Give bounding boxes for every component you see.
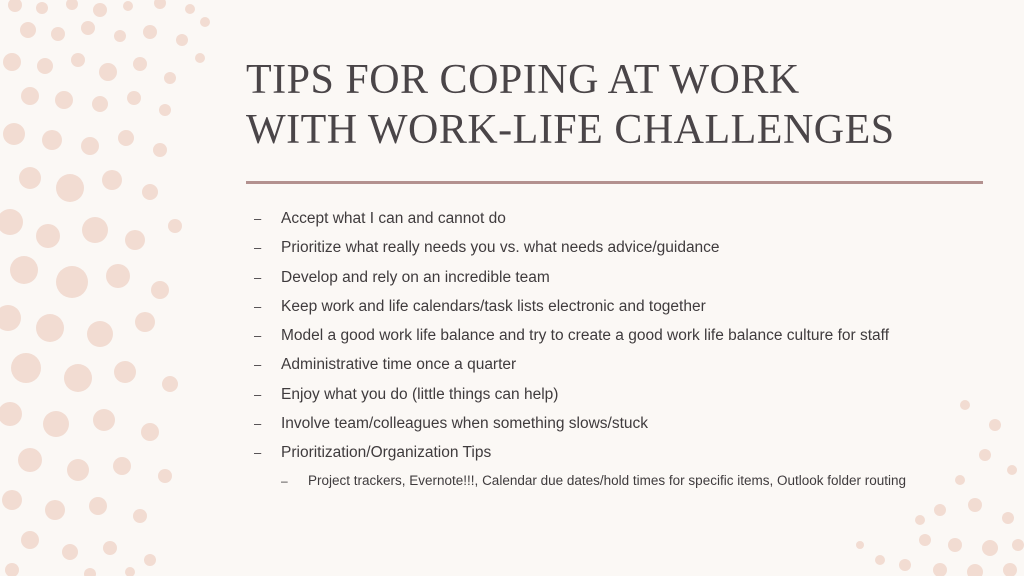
decorative-dot <box>123 1 133 11</box>
decorative-dot <box>55 91 73 109</box>
decorative-dot <box>142 184 158 200</box>
bullet-dash: – <box>254 240 262 256</box>
decorative-dot <box>919 534 931 546</box>
decorative-dot <box>158 469 172 483</box>
decorative-dot <box>36 224 60 248</box>
title-divider <box>246 181 983 184</box>
decorative-dot <box>21 531 39 549</box>
decorative-dot <box>856 541 864 549</box>
decorative-dot <box>133 57 147 71</box>
decorative-dot <box>56 174 84 202</box>
bullet-item <box>254 350 1014 379</box>
decorative-dot <box>3 53 21 71</box>
decorative-dot <box>143 25 157 39</box>
decorative-dot <box>159 104 171 116</box>
bullet-item <box>254 409 1014 438</box>
decorative-dot <box>87 321 113 347</box>
decorative-dot <box>141 423 159 441</box>
decorative-dot <box>144 554 156 566</box>
decorative-dot <box>11 353 41 383</box>
bullet-text: Keep work and life calendars/task lists electronic and together <box>281 297 706 315</box>
decorative-dot <box>133 509 147 523</box>
decorative-dot <box>18 448 42 472</box>
decorative-dot <box>106 264 130 288</box>
bullet-text: Administrative time once a quarter <box>281 356 517 374</box>
bullet-text: Prioritize what really needs you vs. what needs advice/guidance <box>281 239 720 257</box>
decorative-dot <box>103 541 117 555</box>
decorative-dot <box>125 230 145 250</box>
decorative-dot <box>64 364 92 392</box>
decorative-dot <box>43 411 69 437</box>
decorative-dot <box>153 143 167 157</box>
decorative-dot <box>37 58 53 74</box>
decorative-dot <box>168 219 182 233</box>
sub-bullet-dash: – <box>281 473 288 488</box>
bullet-text: Model a good work life balance and try to create a good work life balance culture for staff <box>281 327 890 345</box>
decorative-dot <box>67 459 89 481</box>
slide-title <box>246 55 1006 155</box>
decorative-dot <box>200 17 210 27</box>
bullet-dash: – <box>254 211 262 226</box>
decorative-dot <box>135 312 155 332</box>
decorative-dot <box>151 281 169 299</box>
decorative-dot <box>1002 512 1014 524</box>
decorative-dot <box>81 21 95 35</box>
decorative-dot <box>127 91 141 105</box>
decorative-dot <box>176 34 188 46</box>
decorative-dot <box>102 170 122 190</box>
bullet-dash: – <box>254 416 262 432</box>
decorative-dot <box>114 30 126 42</box>
bullet-dash: – <box>254 357 262 373</box>
decorative-dot <box>1003 563 1017 576</box>
bullet-text: Involve team/colleagues when something slows/stuck <box>281 415 649 433</box>
decorative-dot <box>1012 539 1024 551</box>
decorative-dot <box>51 27 65 41</box>
decorative-dot <box>56 266 88 298</box>
bullet-text: Develop and rely on an incredible team <box>281 268 550 286</box>
decorative-dot <box>915 515 925 525</box>
decorative-dot <box>185 4 195 14</box>
decorative-dot <box>0 305 21 331</box>
decorative-dot <box>93 409 115 431</box>
bullet-dash: – <box>254 328 262 344</box>
decorative-dot <box>967 564 983 576</box>
decorative-dot <box>89 497 107 515</box>
decorative-dot <box>933 563 947 576</box>
decorative-dot <box>82 217 108 243</box>
decorative-dot <box>81 137 99 155</box>
decorative-dot <box>36 2 48 14</box>
decorative-dot <box>125 567 135 576</box>
decorative-dot <box>10 256 38 284</box>
decorative-dot <box>2 490 22 510</box>
decorative-dot <box>164 72 176 84</box>
decorative-dot <box>36 314 64 342</box>
decorative-dot <box>3 123 25 145</box>
bullet-item <box>254 438 1014 467</box>
sub-bullet-text: Project trackers, Evernote!!!, Calendar due dates/hold times for specific items, Outlook folder routing <box>308 472 907 488</box>
bullet-dash: – <box>254 269 262 285</box>
decorative-dot <box>92 96 108 112</box>
decorative-dot <box>118 130 134 146</box>
decorative-dot <box>84 568 96 576</box>
slide-title-line-1: TIPS FOR COPING AT WORK <box>246 57 800 103</box>
bullet-text: Accept what I can and cannot do <box>281 210 506 227</box>
bullet-item <box>254 292 1014 321</box>
decorative-dot <box>21 87 39 105</box>
bullet-item <box>254 263 1014 292</box>
decorative-dot <box>113 457 131 475</box>
decorative-dot <box>45 500 65 520</box>
decorative-dot <box>154 0 166 9</box>
bullet-dash: – <box>254 298 262 314</box>
bullet-text: Prioritization/Organization Tips <box>281 444 492 462</box>
bullet-text: Enjoy what you do (little things can help) <box>281 385 559 403</box>
bullet-dash: – <box>254 445 262 461</box>
slide-title-line-2: WITH WORK-LIFE CHALLENGES <box>246 107 895 153</box>
decorative-dot <box>934 504 946 516</box>
decorative-dot <box>20 22 36 38</box>
bullet-item <box>254 204 1014 233</box>
decorative-dot <box>99 63 117 81</box>
decorative-dot <box>71 53 85 67</box>
sub-bullet-item <box>254 468 1014 494</box>
decorative-dot <box>66 0 78 10</box>
decorative-dot <box>968 498 982 512</box>
bullet-list <box>254 204 1014 494</box>
decorative-dot <box>948 538 962 552</box>
bullet-item <box>254 233 1014 262</box>
decorative-dot <box>195 53 205 63</box>
decorative-dot <box>19 167 41 189</box>
decorative-dot <box>162 376 178 392</box>
decorative-dot <box>0 402 22 426</box>
decorative-dot <box>114 361 136 383</box>
bullet-dash: – <box>254 386 262 402</box>
decorative-dot <box>982 540 998 556</box>
decorative-dot <box>62 544 78 560</box>
bullet-item <box>254 380 1014 409</box>
decorative-dot <box>899 559 911 571</box>
bullet-item <box>254 321 1014 350</box>
decorative-dot <box>8 0 22 12</box>
decorative-dot <box>875 555 885 565</box>
decorative-dot <box>93 3 107 17</box>
decorative-dot <box>5 563 19 576</box>
decorative-dot <box>42 130 62 150</box>
decorative-dot <box>0 209 23 235</box>
